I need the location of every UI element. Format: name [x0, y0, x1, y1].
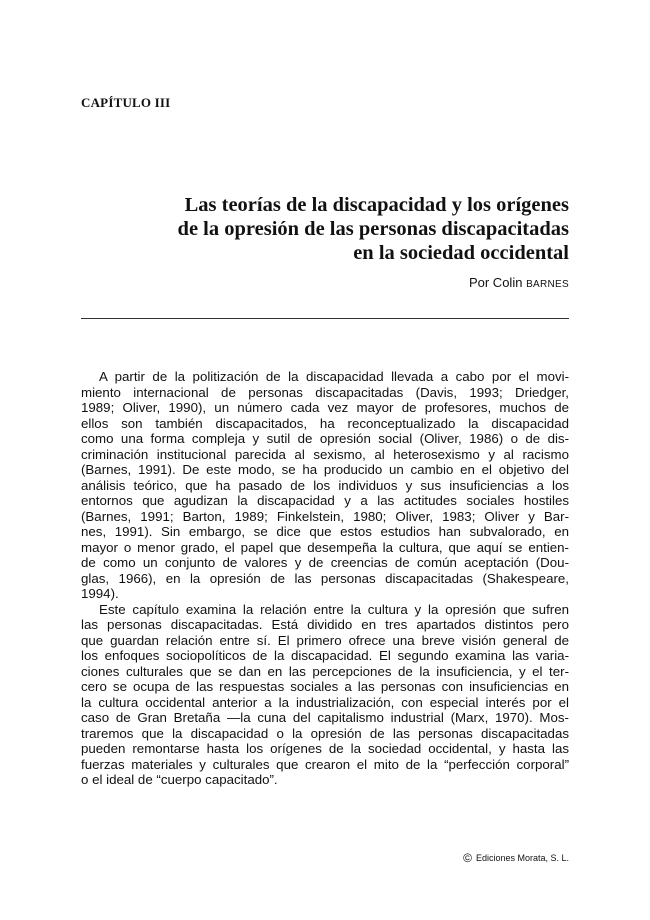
text-line: la cultura occidental anterior a la industrialización, con especial interés por el — [81, 694, 569, 710]
text-line: las personas discapacitadas. Está dividido en tres apartados distintos pero — [81, 617, 569, 632]
copyright-text: Ediciones Morata, S. L. — [475, 853, 569, 863]
text-line: traremos que la discapacidad o la opresión de las personas discapacitadas — [81, 725, 569, 741]
title-divider — [81, 318, 569, 319]
text-line: que guardan relación entre sí. El primero ofrece una breve visión general de — [81, 632, 569, 648]
title-line-2: de la opresión de las personas discapacitadas — [177, 218, 569, 240]
text-line: los enfoques sociopolíticos de la discapacidad. El segundo examina las varia- — [81, 648, 569, 663]
text-line: 1989; Oliver, 1990), un número cada vez mayor de profesores, muchos de — [81, 400, 569, 415]
text-line: cero se ocupa de las respuestas sociales a las personas con insuficiencias en — [81, 679, 569, 694]
text-line: de como un conjunto de valores y de creencias de común aceptación (Dou- — [81, 555, 569, 570]
text-line: glas, 1966), en la opresión de las personas discapacitadas (Shakespeare, — [81, 570, 569, 586]
author-byline — [469, 275, 569, 290]
body-text — [81, 369, 569, 788]
paragraph-1 — [81, 369, 569, 602]
title-line-3: en la sociedad occidental — [353, 242, 569, 264]
copyright-footer — [463, 851, 569, 865]
chapter-title — [69, 193, 569, 265]
text-line: o el ideal de “cuerpo capacitado”. — [81, 772, 278, 787]
text-line: ciones culturales que se dan en las percepciones de la insuficiencia, y el ter- — [81, 663, 569, 679]
text-line: miento internacional de personas discapacitadas (Davis, 1993; Driedger, — [81, 384, 569, 400]
author-prefix: Por Colin — [468, 275, 523, 290]
text-line: (Barnes, 1991). De este modo, se ha producido un cambio en el objetivo del — [81, 462, 569, 477]
chapter-label: CAPÍTULO III — [81, 95, 171, 110]
text-line: A partir de la politización de la discapacidad llevada a cabo por el movi- — [99, 369, 569, 384]
author-surname: BARNES — [526, 279, 569, 290]
text-line: pueden remontarse hasta los orígenes de la sociedad occidental, y hasta las — [81, 741, 569, 756]
text-line: fuerzas materiales y culturales que crearon el mito de la “perfección corporal” — [81, 756, 569, 772]
text-line: 1994). — [81, 586, 119, 601]
text-line: análisis teórico, que ha pasado de los individuos y sus insuficiencias a los — [81, 477, 569, 493]
title-line-1: Las teorías de la discapacidad y los orígenes — [184, 194, 569, 216]
text-line: como una forma compleja y sutil de opresión social (Oliver, 1986) o de dis- — [81, 431, 569, 446]
text-line: nes, 1991). Sin embargo, se dice que estos estudios han subvalorado, en — [81, 524, 569, 539]
text-line: entornos que agudizan la discapacidad y a las actitudes sociales hostiles — [81, 493, 569, 508]
text-line: ellos son también discapacitados, ha reconceptualizado la discapacidad — [81, 415, 569, 431]
text-line: (Barnes, 1991; Barton, 1989; Finkelstein, 1980; Oliver, 1983; Oliver y Bar- — [81, 508, 569, 524]
text-line: Este capítulo examina la relación entre la cultura y la opresión que sufren — [99, 601, 569, 617]
paragraph-2 — [81, 602, 569, 788]
text-line: caso de Gran Bretaña —la cuna del capitalismo industrial (Marx, 1970). Mos- — [81, 710, 569, 725]
text-line: mayor o menor grado, el papel que desempeña la cultura, que aquí se entien- — [81, 539, 569, 555]
copyright-icon: © — [463, 851, 472, 865]
text-line: criminación institucional parecida al sexismo, al heterosexismo y al racismo — [81, 446, 569, 462]
